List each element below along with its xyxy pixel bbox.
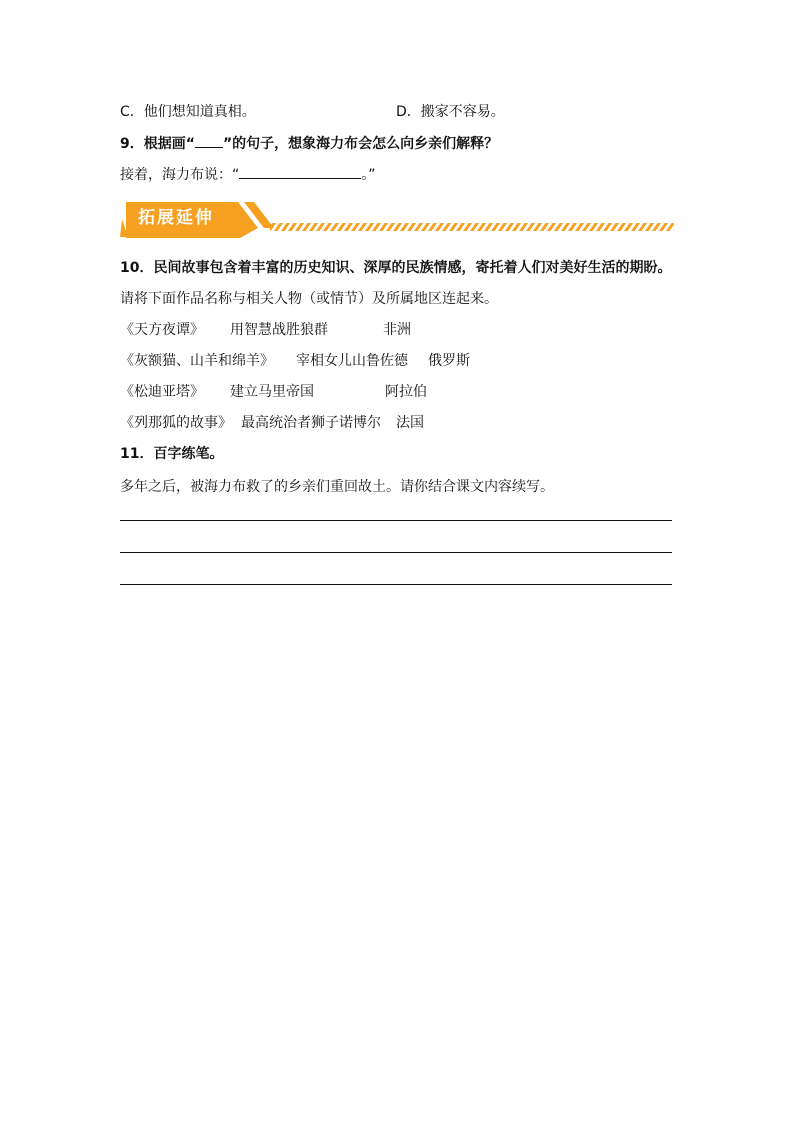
q8-option-c: C．他们想知道真相。 bbox=[120, 104, 256, 120]
q11-title: 11．百字练笔。 bbox=[120, 446, 224, 462]
q10-region[interactable]: 非洲 bbox=[383, 322, 411, 338]
q9-answer-line bbox=[120, 164, 376, 185]
q10-region[interactable]: 法国 bbox=[396, 415, 424, 431]
q10-instruction: 请将下面作品名称与相关人物（或情节）及所属地区连起来。 bbox=[120, 291, 498, 307]
banner-stripe-band bbox=[270, 223, 674, 231]
q10-region[interactable]: 俄罗斯 bbox=[428, 353, 470, 369]
q10-work[interactable]: 《天方夜谭》 bbox=[120, 322, 204, 338]
q9-answer-suffix: 。” bbox=[361, 167, 376, 183]
section-banner bbox=[120, 201, 676, 239]
q9-prefix: 9．根据画“ bbox=[120, 136, 195, 152]
q10-stem: 10．民间故事包含着丰富的历史知识、深厚的民族情感，寄托着人们对美好生活的期盼。 bbox=[120, 260, 672, 276]
section-title: 拓展延伸 bbox=[138, 208, 214, 228]
writing-line[interactable] bbox=[120, 552, 672, 553]
q10-work[interactable]: 《列那狐的故事》 bbox=[120, 415, 232, 431]
q10-plot[interactable]: 宰相女儿山鲁佐德 bbox=[296, 353, 408, 369]
q8-option-d: D．搬家不容易。 bbox=[396, 104, 505, 120]
q9-stem bbox=[120, 133, 498, 154]
q9-answer-blank[interactable] bbox=[239, 164, 361, 179]
q9-suffix: ”的句子，想象海力布会怎么向乡亲们解释？ bbox=[222, 136, 499, 152]
writing-line[interactable] bbox=[120, 584, 672, 585]
q10-region[interactable]: 阿拉伯 bbox=[385, 384, 427, 400]
q10-plot[interactable]: 用智慧战胜狼群 bbox=[230, 322, 328, 338]
q10-plot[interactable]: 建立马里帝国 bbox=[230, 384, 314, 400]
q11-instruction: 多年之后，被海力布救了的乡亲们重回故土。请你结合课文内容续写。 bbox=[120, 479, 554, 495]
writing-line[interactable] bbox=[120, 520, 672, 521]
q10-work[interactable]: 《松迪亚塔》 bbox=[120, 384, 204, 400]
q9-underline-mark bbox=[195, 133, 223, 148]
q10-plot[interactable]: 最高统治者狮子诺博尔 bbox=[241, 415, 381, 431]
q10-work[interactable]: 《灰额猫、山羊和绵羊》 bbox=[120, 353, 274, 369]
q9-answer-prefix: 接着，海力布说：“ bbox=[120, 167, 240, 183]
